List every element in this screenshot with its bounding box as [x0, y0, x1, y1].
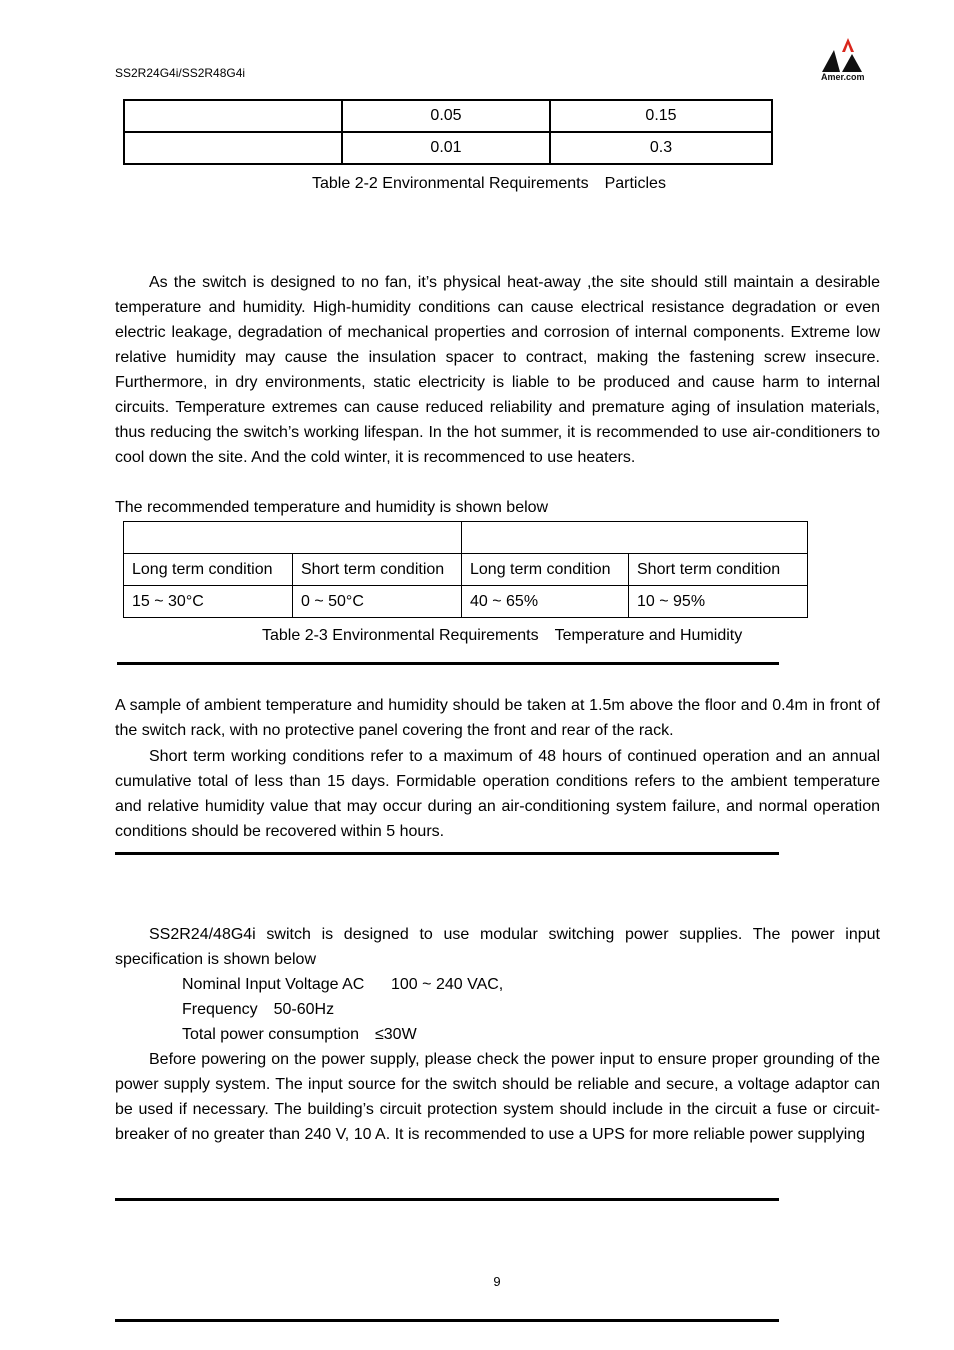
table-cell: 15 ~ 30°C [124, 586, 293, 618]
power-spec-frequency: Frequency 50-60Hz [182, 1001, 335, 1018]
table-cell [124, 100, 342, 132]
header-model-name: SS2R24G4i/SS2R48G4i [115, 66, 246, 80]
table-cell: 40 ~ 65% [462, 586, 629, 618]
recommended-intro: The recommended temperature and humidity is shown below [115, 499, 549, 516]
table-row [124, 586, 808, 618]
table-row [124, 132, 772, 164]
table-cell: 0 ~ 50°C [293, 586, 462, 618]
table-2-2-caption: Table 2-2 Environmental Requirements Particles [312, 175, 666, 192]
temp-humidity-paragraph: As the switch is designed to no fan, it’s physical heat-away ,the site should still maintain a desirable temperature and humidity. High-humidity conditions can cause electrical resistance degradation or even electric leakage, degradation of mechanical properties and corrosion of internal components. Extreme low relative humidity may cause the insulation spacer to contract, making the fastening screw insecure. Furthermore, in dry environments, static electricity is liable to be produced and cause harm to internal circuits. Temperature extremes can cause reduced reliability and premature aging of insulation materials, thus reducing the switch’s working lifespan. In the hot summer, it is recommended to use air-conditioners to cool down the site. And the cold winter, it is recommenced to use heaters. [115, 274, 880, 466]
table-group-header [124, 522, 462, 554]
temp-humidity-table [123, 521, 808, 618]
table-group-header [462, 522, 808, 554]
logo-text: Amer.com [821, 72, 865, 82]
note-paragraph-2: Short term working conditions refer to a maximum of 48 hours of continued operation and an annual cumulative total of less than 15 days. Formidable operation conditions refers to the ambient temperature and relative humidity value that may occur during an air-conditioning system failure, and normal operation conditions should be recovered within 5 hours. [115, 748, 880, 840]
power-intro-paragraph: SS2R24/48G4i switch is designed to use modular switching power supplies. The power input specification is shown below [115, 926, 880, 968]
logo-left-mountain [822, 50, 840, 72]
logo-right-mountain [842, 54, 862, 72]
power-spec-voltage: Nominal Input Voltage AC 100 ~ 240 VAC, [182, 976, 504, 993]
table-cell [124, 132, 342, 164]
footer-rule [115, 1319, 779, 1322]
table-header-cell: Short term condition [293, 554, 462, 586]
table-cell: 0.05 [342, 100, 550, 132]
table-cell: 10 ~ 95% [629, 586, 808, 618]
table-cell: 0.3 [550, 132, 772, 164]
power-spec-consumption: Total power consumption ≤30W [182, 1026, 417, 1043]
table-row [124, 522, 808, 554]
logo-peak-icon [842, 38, 854, 52]
table-header-cell: Long term condition [124, 554, 293, 586]
table-header-cell: Short term condition [629, 554, 808, 586]
note-paragraph-1: A sample of ambient temperature and humidity should be taken at 1.5m above the floor and 0.4m in front of the switch rack, with no protective panel covering the front and rear of the rack. [115, 697, 880, 739]
table-row [124, 554, 808, 586]
amer-logo [818, 36, 876, 82]
section-end-rule [115, 1198, 779, 1201]
table-header-cell: Long term condition [462, 554, 629, 586]
page-number: 9 [493, 1274, 501, 1289]
table-cell: 0.01 [342, 132, 550, 164]
table-2-3-caption: Table 2-3 Environmental Requirements Temperature and Humidity [262, 627, 743, 644]
power-paragraph: Before powering on the power supply, please check the power input to ensure proper grounding of the power supply system. The input source for the switch should be reliable and secure, a voltage adaptor can be used if necessary. The building’s circuit protection system should include in the circuit a fuse or circuit-breaker of no greater than 240 V, 10 A. It is recommended to use a UPS for more reliable power supplying [115, 1051, 880, 1143]
table-row [124, 100, 772, 132]
table-cell: 0.15 [550, 100, 772, 132]
particles-table [123, 99, 773, 165]
note-bottom-rule [115, 852, 779, 855]
note-top-rule [117, 662, 779, 665]
